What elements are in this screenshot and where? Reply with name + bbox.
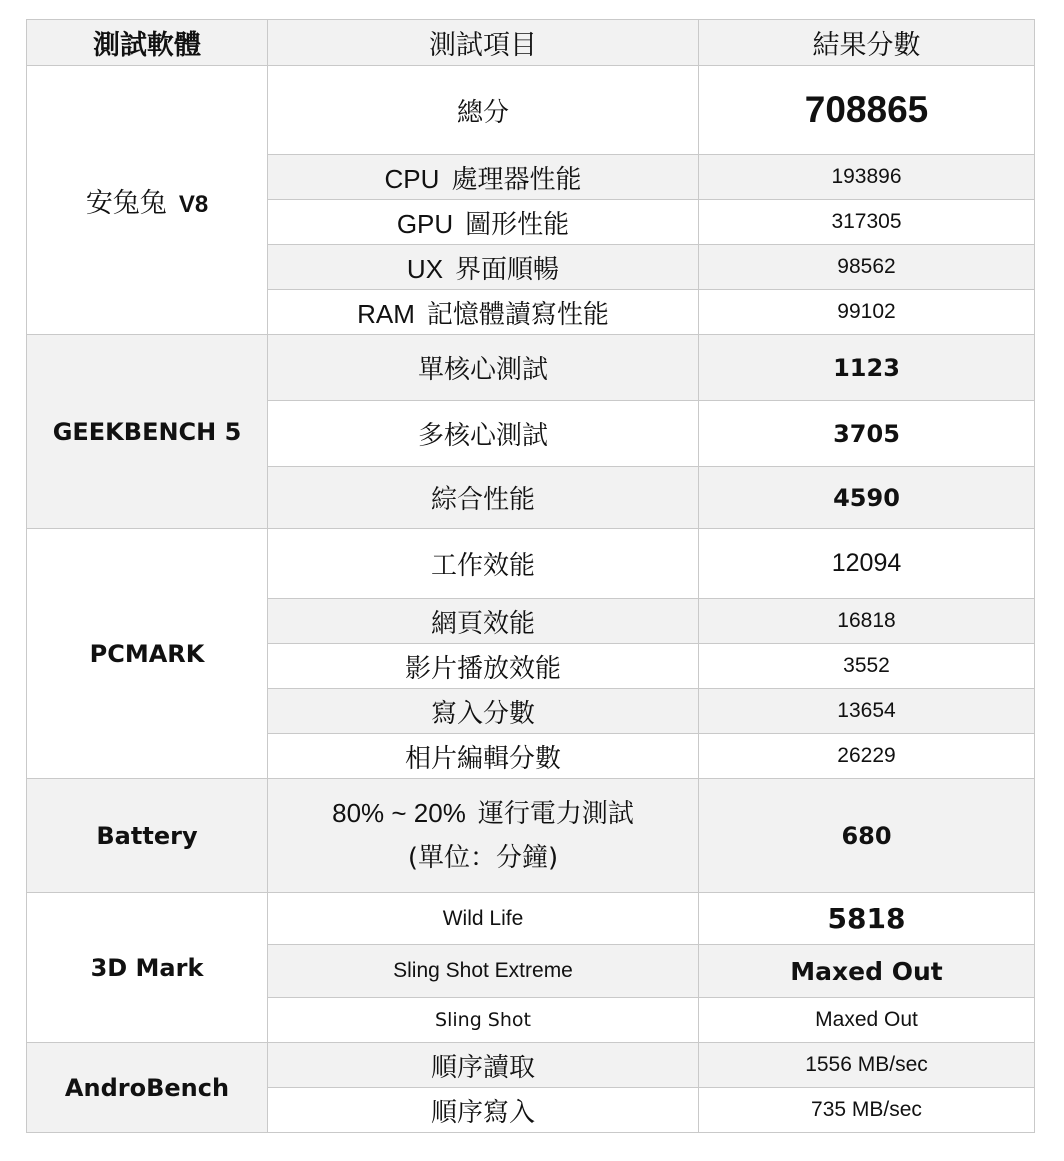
score-value: 26229 (699, 734, 1035, 779)
test-item (268, 155, 699, 200)
test-item: 順序寫入 (268, 1088, 699, 1133)
test-item (268, 245, 699, 290)
item-label: 界面順暢 (455, 254, 560, 285)
test-item: Sling Shot (268, 998, 699, 1043)
item-line-2: (單位：分鐘) (407, 843, 559, 873)
score-value: 99102 (699, 290, 1035, 335)
score-value: 13654 (699, 689, 1035, 734)
header-software: 測試軟體 (27, 20, 268, 66)
test-item: 相片編輯分數 (268, 734, 699, 779)
item-prefix: RAM (357, 298, 415, 329)
table-row (27, 66, 1035, 155)
item-prefix: 80% ~ 20% (332, 798, 466, 828)
benchmark-table (26, 19, 1035, 1133)
group-pcmark: PCMARK (27, 529, 268, 779)
item-prefix: UX (406, 253, 444, 284)
score-value: 1556 MB/sec (699, 1043, 1035, 1088)
test-item: 網頁效能 (268, 599, 699, 644)
test-item: 影片播放效能 (268, 644, 699, 689)
score-value: 12094 (699, 529, 1035, 599)
group-name-suffix: V8 (178, 190, 209, 218)
item-label: 圖形性能 (465, 209, 570, 240)
test-item (268, 200, 699, 245)
table-row (27, 335, 1035, 401)
test-item: 工作效能 (268, 529, 699, 599)
group-3dmark: 3D Mark (27, 893, 268, 1043)
header-item: 測試項目 (268, 20, 699, 66)
test-item: Wild Life (268, 893, 699, 945)
score-value: 193896 (699, 155, 1035, 200)
score-value: 680 (699, 779, 1035, 893)
score-value: 5818 (699, 893, 1035, 945)
score-value: 3705 (699, 401, 1035, 467)
test-item: 寫入分數 (268, 689, 699, 734)
table-row (27, 893, 1035, 945)
test-item (268, 290, 699, 335)
test-item: 順序讀取 (268, 1043, 699, 1088)
item-prefix: GPU (396, 208, 454, 239)
item-label: 運行電力測試 (477, 799, 634, 829)
item-label: 記憶體讀寫性能 (426, 299, 609, 330)
score-value: 3552 (699, 644, 1035, 689)
header-score: 結果分數 (699, 20, 1035, 66)
table-row (27, 529, 1035, 599)
test-item: 綜合性能 (268, 467, 699, 529)
group-antutu (27, 66, 268, 335)
test-item (268, 779, 699, 893)
table-row (27, 1043, 1035, 1088)
header-row (27, 20, 1035, 66)
test-item: 總分 (268, 66, 699, 155)
score-value: 708865 (699, 66, 1035, 155)
item-prefix: CPU (384, 163, 440, 194)
test-item: Sling Shot Extreme (268, 945, 699, 998)
item-label: 處理器性能 (451, 164, 582, 195)
score-value: Maxed Out (699, 998, 1035, 1043)
group-geekbench: GEEKBENCH 5 (27, 335, 268, 529)
table-row (27, 779, 1035, 893)
score-value: 4590 (699, 467, 1035, 529)
score-value: 1123 (699, 335, 1035, 401)
score-value: 735 MB/sec (699, 1088, 1035, 1133)
item-line-1 (268, 791, 698, 836)
test-item: 多核心測試 (268, 401, 699, 467)
group-androbench: AndroBench (27, 1043, 268, 1133)
score-value: 98562 (699, 245, 1035, 290)
score-value: 16818 (699, 599, 1035, 644)
group-name: 安兔兔 (85, 187, 167, 219)
test-item: 單核心測試 (268, 335, 699, 401)
score-value: 317305 (699, 200, 1035, 245)
group-battery: Battery (27, 779, 268, 893)
score-value: Maxed Out (699, 945, 1035, 998)
